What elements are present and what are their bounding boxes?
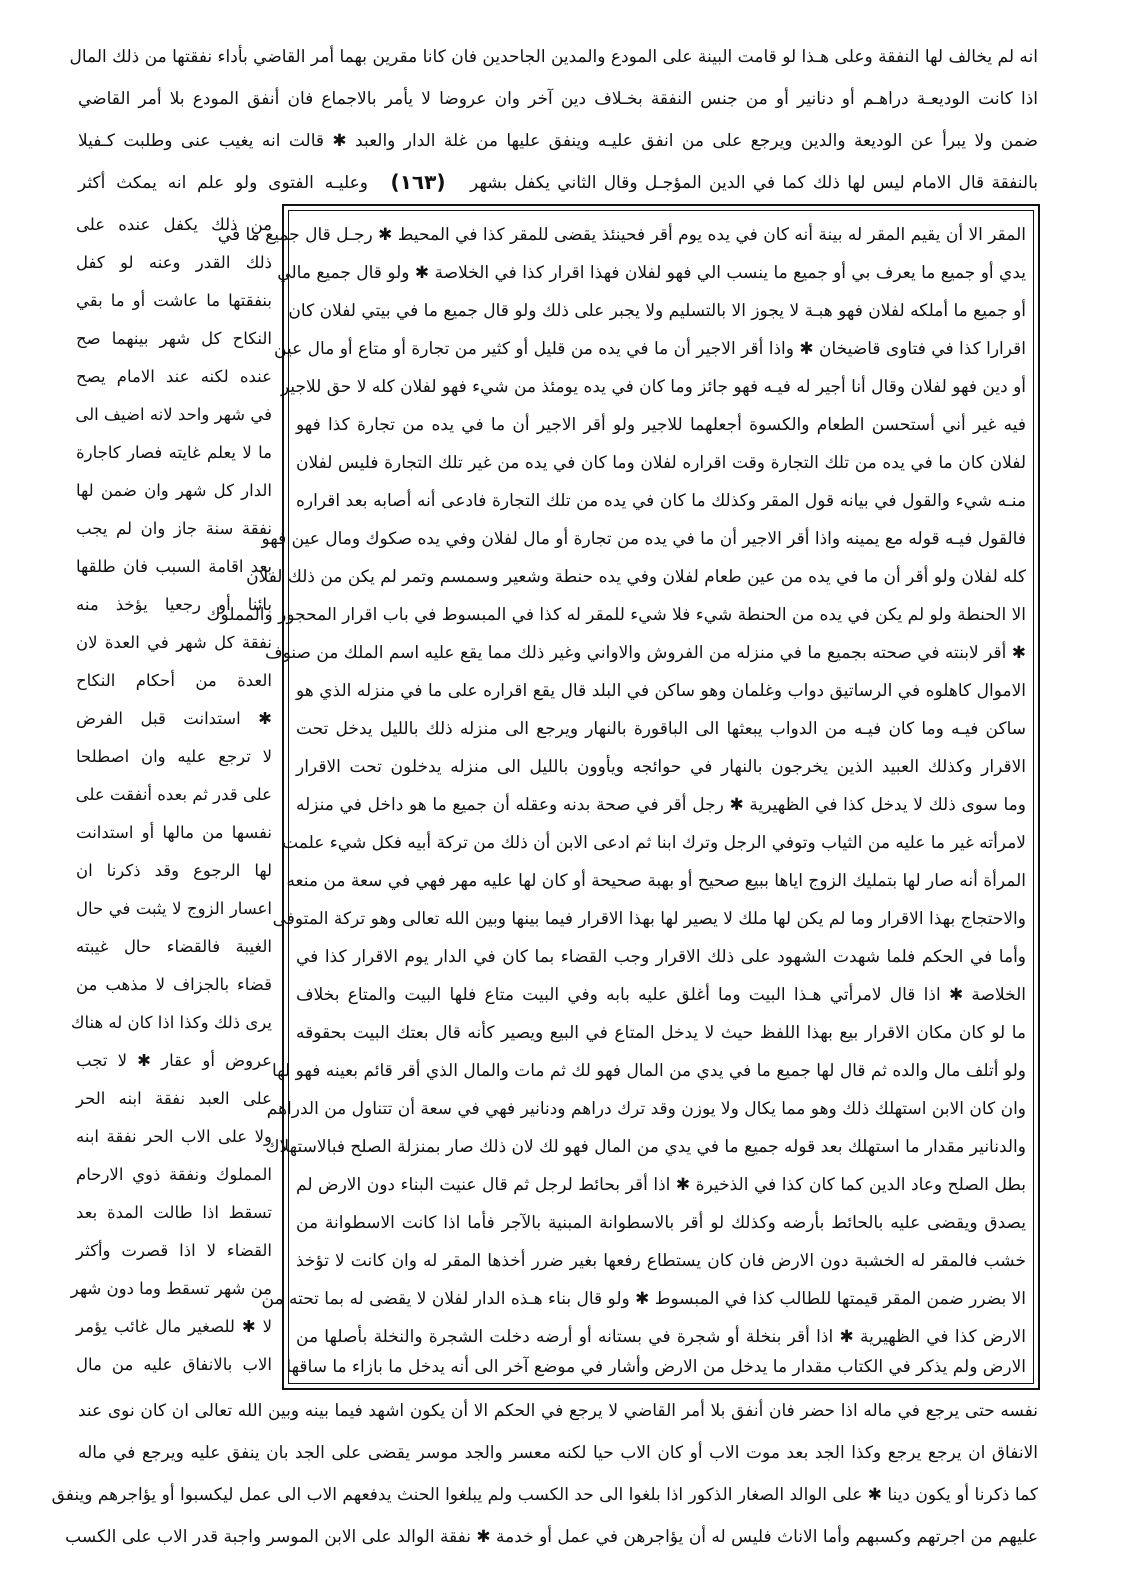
top-line-1: انه لم يخالف لها النفقة وعلى هـذا لو قامت البينة على المودع والمدين الجاحدين فان كانا مقرين بهما أمر القاضي بأداء نفقتها من ذلك المال bbox=[69, 47, 1038, 67]
margin-line: على العبد نفقة ابنه الحر bbox=[76, 1089, 272, 1108]
margin-line: القضاء لا اذا قصرت وأكثر bbox=[76, 1241, 272, 1260]
box-line: لفلان كان ما في يده من تلك التجارة وقت اقراره لفلان وما كان في يده من غير تلك التجارة فليس لفلان bbox=[296, 453, 1026, 473]
top-line-2: اذا كانت الوديعـة دراهـم أو دنانير أو من جنس النفقة بخـلاف دين آخر وان عروضا لا يأمر بالاجماع فان أنفق المودع بلا أمر القاضي bbox=[78, 89, 1038, 109]
box-line: وأما في الحكم فلما شهدت الشهود على ذلك الاقرار وجب القضاء بما كان في الدار يوم الاقرار كذا في bbox=[296, 947, 1026, 967]
box-line: ولو أتلف مال والده ثم قال لها جميع ما في يدي من المال فهو لك ثم مات والمال الذي أقر قائم بعينه فهو لها bbox=[271, 1061, 1026, 1081]
box-line: المرأة أنه صار لها بتمليك الزوج اياها ببيع صحيح أو بهبة صحيحة أو كان لها عليه مهر فهي في سعة من منعه bbox=[286, 871, 1026, 891]
margin-line: ✱ استدانت قبل الفرض bbox=[76, 709, 272, 728]
box-line: فالقول فيـه قوله مع يمينه واذا أقر الاجير أن ما في يده من تجارة أو مال لفلان وفي يده صكوك ومال عين فهو bbox=[261, 529, 1026, 549]
box-line: اقرارا كذا في فتاوى قاضيخان ✱ واذا أقر الاجير أن ما في يده من قليل أو كثير من تجارة أو متاع أو مال عين bbox=[274, 339, 1026, 359]
box-line: منـه شيء والقول في بيانه قول المقر وكذلك ما كان في يده من تلك التجارة فادعى أنه أصابه بعد اقراره bbox=[296, 491, 1026, 511]
margin-line: نفسها من مالها أو استدانت bbox=[76, 823, 272, 842]
box-line: أو دين فهو لفلان وقال أنا أجير له فيـه فهو جائز وما كان في يده يومئذ من شيء فهو لفلان كله لا حق للاجير bbox=[281, 377, 1026, 397]
margin-line: بعد اقامة السبب فان طلقها bbox=[76, 557, 272, 576]
margin-line: ذلك القدر وعنه لو كفل bbox=[76, 253, 272, 272]
margin-line: تسقط اذا طالت المدة بعد bbox=[76, 1203, 272, 1222]
page-number: (١٦٣) bbox=[390, 170, 446, 194]
box-line: وان كان الابن استهلك ذلك وهو مما يكال ولا يوزن وقد ترك دراهم ودنانير فهي في سعة أن تتناول من الدراهم bbox=[266, 1099, 1026, 1119]
box-line: والاحتجاج بهذا الاقرار وما لم يكن لها ملك لا يصير لها بهذا الاقرار فيما بينها وبين الله تعالى وهو تركة المتوفى bbox=[272, 909, 1026, 929]
box-line: الارض كذا في الظهيرية ✱ اذا أقر بنخلة أو شجرة في بستانه أو أرضه دخلت الشجرة والنخلة بأصلها من bbox=[296, 1327, 1026, 1347]
margin-line: قضاء بالجزاف لا مذهب من bbox=[76, 975, 272, 994]
box-line: يدي أو جميع ما يعرف بي أو جميع ما ينسب الي فهو لفلان فهذا اقرار كذا في الخلاصة ✱ ولو قال جميع مالي bbox=[277, 263, 1026, 283]
box-line: خشب فالمقر له الخشبة دون الارض فان كان يستطاع رفعها بغير ضرر أخذها المقر له وان كانت لا تؤخذ bbox=[296, 1251, 1026, 1271]
margin-line: بنفقتها ما عاشت أو ما بقي bbox=[76, 291, 272, 310]
margin-line: لا ✱ للصغير مال غائب يؤمر bbox=[76, 1317, 272, 1336]
margin-line: نفقة سنة جاز وان لم يجب bbox=[76, 519, 272, 538]
box-line: الاموال كاهلوه في الرساتيق دواب وغلمان وهو ساكن في البلد قال يقع اقراره على ما في منزله الذي هو bbox=[296, 681, 1026, 701]
margin-line: من ذلك يكفل عنده على bbox=[76, 215, 272, 234]
bottom-line-4: عليهم من اجرتهم وكسبهم وأما الاناث فليس له أن يؤاجرهن في عمل أو خدمة ✱ نفقة الوالد على الابن الموسر واجبة قدر الاب على الكسب bbox=[65, 1527, 1038, 1547]
margin-line: اعسار الزوج لا يثبت في حال bbox=[76, 899, 272, 918]
margin-line: من شهر تسقط وما دون شهر bbox=[70, 1279, 272, 1298]
margin-line: يرى ذلك وكذا اذا كان له هناك bbox=[70, 1013, 272, 1032]
bottom-line-1: نفسه حتى يرجع في ماله اذا حضر فان أنفق بلا أمر القاضي لا يرجع في الحكم الا أن يكون اشهد فيما بينه وبين الله تعالى ان كان نوى عند bbox=[78, 1401, 1038, 1421]
box-line: ما لو كان مكان الاقرار بيع بهذا اللفظ حيث لا يدخل المتاع في البيع ويصير كأنه قال بعتك البيت بحقوقه bbox=[296, 1023, 1026, 1043]
box-line: المقر الا أن يقيم المقر له بينة أنه كان في يده يوم أقر فحينئذ يقضى للمقر كذا في المحيط ✱ رجـل قال جميع ما في bbox=[217, 225, 1026, 245]
box-line: ساكن فيـه وما كان فيـه من الدواب يبعثها الى الباقورة بالنهار ويرجع الى منزله ذلك بالليل يدخل تحت bbox=[296, 719, 1026, 739]
margin-line: لها الرجوع وقد ذكرنا ان bbox=[76, 861, 272, 880]
top-line-3: ضمن ولا يبرأ عن الوديعة والدين ويرجع على من انفق عليـه وينفق عليها من غلة الدار والعبد ✱ قالت انه يغيب عنى وطلبت كـفيلا bbox=[78, 131, 1038, 151]
box-line: وما سوى ذلك لا يدخل كذا في الظهيرية ✱ رجل أقر في صحة بدنه وعقله أن جميع ما هو داخل في منزله bbox=[296, 795, 1026, 815]
box-line: الارض ولم يذكر في الكتاب مقدار ما يدخل من الارض وأشار في موضع آخر الى أنه يدخل ما بازاء ما ساقها bbox=[286, 1357, 1026, 1377]
margin-line: الاب بالانفاق عليه من مال bbox=[76, 1355, 272, 1374]
box-line: الخلاصة ✱ اذا قال لامرأتي هـذا البيت وما أغلق عليه بابه وفي البيت متاع فلها البيت والمتاع بخلاف bbox=[296, 985, 1026, 1005]
margin-line: عنده لكنه عند الامام يصح bbox=[76, 367, 272, 386]
margin-line: بائنا أو رجعيا يؤخذ منه bbox=[76, 595, 272, 614]
header-text-left: وعليـه الفتوى ولو علم انه يمكث أكثر bbox=[78, 173, 368, 193]
margin-line: نفقة كل شهر في العدة لان bbox=[76, 633, 272, 652]
box-line: فيه غير أني أستحسن الطعام والكسوة أجعلهما للاجير ولو أقر الاجير أن ما في يده من تجارة كذا فهو bbox=[296, 415, 1026, 435]
box-line: لامرأته غير ما عليه من الثياب وتوفي الرجل وترك ابنا ثم ادعى الابن أن ذلك من تركة أبيه فكل شيء علمت bbox=[282, 833, 1026, 853]
margin-line: عروض أو عقار ✱ لا تجب bbox=[76, 1051, 272, 1070]
margin-line: النكاح كل شهر بينهما صح bbox=[76, 329, 272, 348]
margin-line: لا ترجع عليه وان اصطلحا bbox=[76, 747, 272, 766]
margin-line: المملوك ونفقة ذوي الارحام bbox=[76, 1165, 272, 1184]
box-line: كله لفلان ولو أقر أن ما في يده من عين طعام لفلان وفي يده حنطة وشعير وسمسم وتمر لم يكن من ذلك لفلان bbox=[246, 567, 1026, 587]
box-line: ✱ أقر لابنته في صحته بجميع ما في منزله من الفروش والاواني وغير ذلك مما يقع عليه اسم الملك من صنوف bbox=[264, 643, 1026, 663]
margin-line: الدار كل شهر وان ضمن لها bbox=[76, 481, 272, 500]
box-line: أو جميع ما أملكه لفلان فهو هبـة لا يجوز الا بالتسليم ولا يجبر على ذلك ولو قال جميع ما في بيتي لفلان كان bbox=[288, 301, 1026, 321]
box-line: يصدق ويقضى عليه بالحائط بأرضه وكذلك لو أقر بالاسطوانة المبنية بالآجر فأما اذا كانت الاسطوانة من bbox=[296, 1213, 1026, 1233]
margin-line: ما لا يعلم غايته فصار كاجارة bbox=[76, 443, 272, 462]
header-text-right: بالنفقة قال الامام ليس لها ذلك كما في الدين المؤجـل وقال الثاني يكفل بشهر bbox=[470, 173, 1038, 193]
box-line: بطل الصلح وعاد الدين كما كان كذا في الذخيرة ✱ اذا أقر بحائط لرجل ثم قال عنيت البناء دون الارض لم bbox=[296, 1175, 1026, 1195]
margin-line: على قدر ثم بعده أنفقت على bbox=[75, 785, 272, 804]
box-line: الا بضرر ضمن المقر قيمتها للطالب كذا في المبسوط ✱ ولو قال بناء هـذه الدار لفلان لا يقضى له بما تحته من bbox=[261, 1289, 1026, 1309]
box-line: والدنانير مقدار ما استهلك بعد قوله جميع ما في يدي من المال فهو لك لان ذلك صار بمنزلة الصلح فبالاستهلاك bbox=[265, 1137, 1026, 1157]
margin-line: ولا على الاب الحر نفقة ابنه bbox=[76, 1127, 272, 1146]
box-line: الاقرار وكذلك العبيد الذين يخرجون بالنهار في حوائجه ويأوون بالليل الى منزله يدخلون تحت الاقرار bbox=[296, 757, 1026, 777]
margin-line: في شهر واحد لانه اضيف الى bbox=[75, 405, 272, 424]
bottom-line-2: الانفاق ان يرجع يرجع وكذا الجد بعد موت الاب أو كان الاب حيا لكنه معسر والجد موسر يقضى على الجد بان ينفق عليه ويرجع في ماله bbox=[78, 1443, 1038, 1463]
margin-line: الغيبة فالقضاء حال غيبته bbox=[76, 937, 272, 956]
box-line: الا الحنطة ولو لم يكن في يده من الحنطة شيء فلا شيء للمقر له كذا في المبسوط في باب اقرار المحجور والمملوك bbox=[206, 605, 1026, 625]
margin-line: العدة من أحكام النكاح bbox=[76, 671, 272, 690]
bottom-line-3: كما ذكرنا أو يكون دينا ✱ على الوالد الصغار الذكور اذا بلغوا الى حد الكسب ولم يبلغوا الحنث يدفعهم الاب الى عمل ليكسبوا أو يؤاجرهم وينفق bbox=[51, 1485, 1038, 1505]
